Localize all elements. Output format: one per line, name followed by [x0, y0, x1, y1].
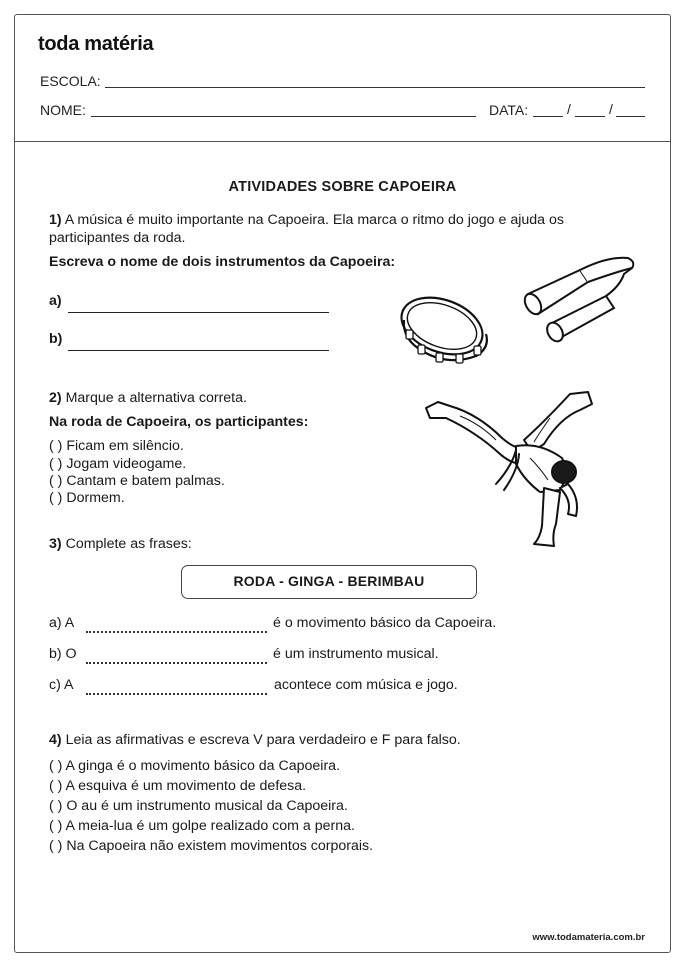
header-divider — [14, 141, 671, 142]
agogo-illustration — [520, 252, 638, 344]
sentence-suffix: é um instrumento musical. — [273, 646, 439, 662]
date-day-field[interactable] — [533, 116, 563, 117]
answer-label-a: a) — [49, 293, 62, 309]
statement-item[interactable]: ( ) O au é um instrumento musical da Capoeira. — [49, 798, 348, 814]
word-bank: RODA - GINGA - BERIMBAU — [181, 565, 477, 599]
answer-line-b[interactable] — [68, 350, 329, 351]
question-1-text — [49, 211, 564, 229]
logo: toda matéria — [38, 33, 154, 55]
nome-label: NOME: — [40, 102, 86, 118]
question-number: 2) — [49, 390, 62, 406]
sentence-prefix: a) A — [49, 615, 75, 631]
question-4-text — [49, 731, 461, 749]
option-item[interactable]: ( ) Ficam em silêncio. — [49, 438, 184, 454]
question-instruction: Escreva o nome de dois instrumentos da Capoeira: — [49, 254, 396, 270]
nome-field[interactable] — [91, 116, 476, 117]
date-separator: / — [609, 101, 613, 117]
sentence-prefix: c) A — [49, 677, 74, 693]
question-text: A música é muito importante na Capoeira. Ela marca o ritmo do jogo e ajuda os — [64, 212, 564, 228]
escola-label: ESCOLA: — [40, 73, 101, 89]
sentence-suffix: é o movimento básico da Capoeira. — [273, 615, 497, 631]
date-year-field[interactable] — [616, 116, 645, 117]
statement-item[interactable]: ( ) Na Capoeira não existem movimentos corporais. — [49, 838, 374, 854]
page-title: ATIVIDADES SOBRE CAPOEIRA — [228, 179, 457, 195]
option-item[interactable]: ( ) Cantam e batem palmas. — [49, 473, 225, 489]
fill-blank-c[interactable] — [86, 693, 267, 695]
footer-url[interactable]: www.todamateria.com.br — [532, 932, 645, 943]
question-3-text — [49, 535, 192, 553]
fill-blank-b[interactable] — [86, 662, 267, 664]
pandeiro-illustration — [394, 290, 494, 370]
escola-field[interactable] — [105, 87, 645, 88]
question-number: 3) — [49, 536, 62, 552]
data-label: DATA: — [489, 102, 529, 118]
answer-label-b: b) — [49, 331, 63, 347]
question-number: 4) — [49, 732, 62, 748]
question-text: Marque a alternativa correta. — [65, 390, 247, 406]
question-2-text — [49, 389, 247, 407]
question-text-continued: participantes da roda. — [49, 230, 186, 246]
statement-item[interactable]: ( ) A ginga é o movimento básico da Capoeira. — [49, 758, 341, 774]
question-prompt: Na roda de Capoeira, os participantes: — [49, 414, 309, 430]
statement-item[interactable]: ( ) A meia-lua é um golpe realizado com a perna. — [49, 818, 355, 834]
question-text: Complete as frases: — [65, 536, 192, 552]
question-text: Leia as afirmativas e escreva V para verdadeiro e F para falso. — [65, 732, 461, 748]
answer-line-a[interactable] — [68, 312, 329, 313]
capoeira-player-illustration — [420, 388, 600, 553]
option-item[interactable]: ( ) Dormem. — [49, 490, 125, 506]
sentence-prefix: b) O — [49, 646, 77, 662]
option-item[interactable]: ( ) Jogam videogame. — [49, 456, 187, 472]
sentence-suffix: acontece com música e jogo. — [274, 677, 458, 693]
statement-item[interactable]: ( ) A esquiva é um movimento de defesa. — [49, 778, 307, 794]
date-month-field[interactable] — [575, 116, 605, 117]
fill-blank-a[interactable] — [86, 631, 267, 633]
date-separator: / — [567, 101, 571, 117]
question-number: 1) — [49, 212, 62, 228]
